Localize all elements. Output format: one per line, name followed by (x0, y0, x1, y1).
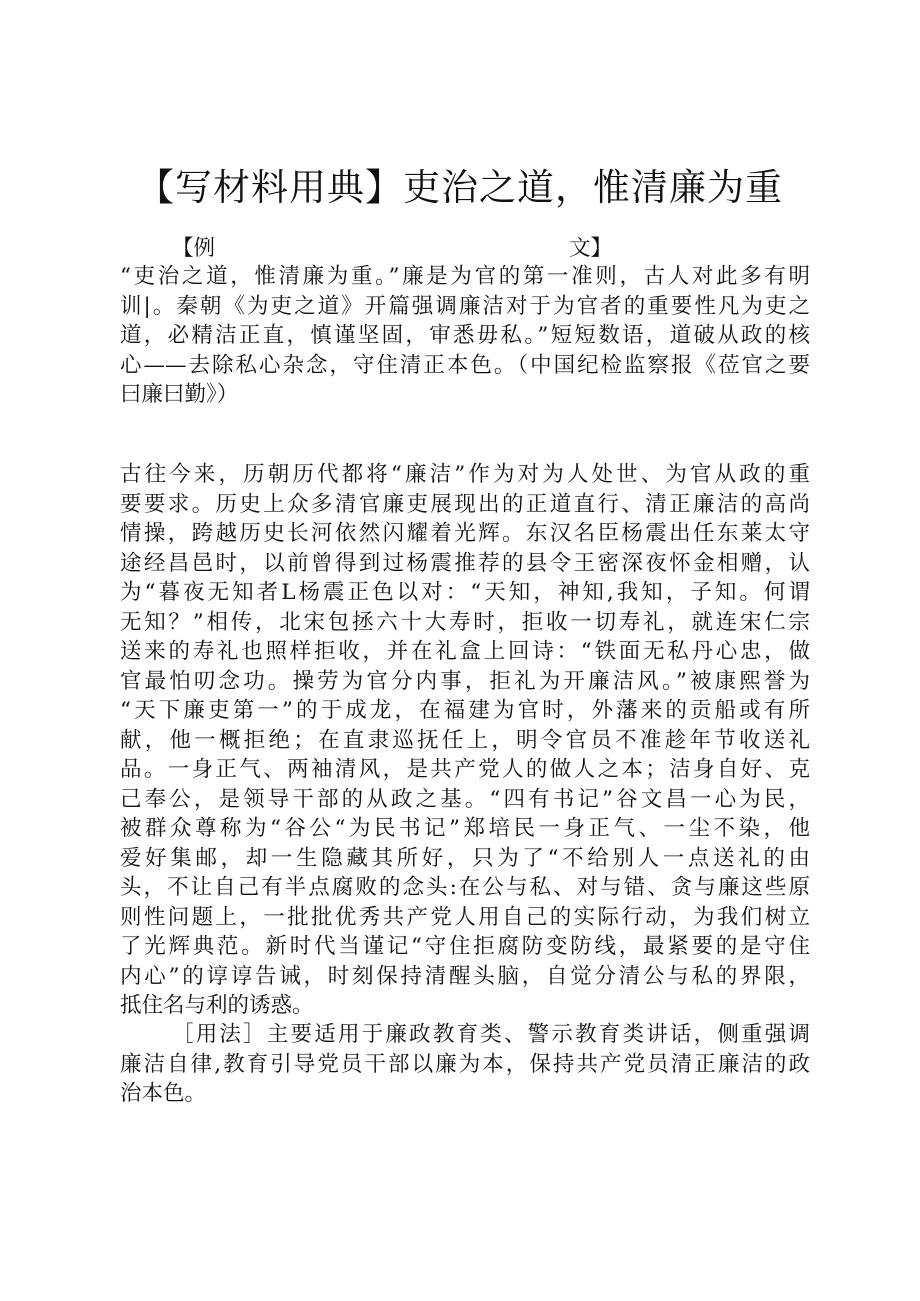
paragraph-line: ［用法］主要适用于廉政教育类、警示教育类讲话，侧重强调 (172, 1022, 810, 1047)
paragraph-line: 情操，跨越历史长河依然闪耀着光辉。东汉名臣杨震出任东莱太守 (120, 521, 810, 546)
paragraph-line: 被群众尊称为“谷公“为民书记”郑培民一身正气、一尘不染，他 (120, 816, 810, 841)
paragraph-line: 治本色。 (120, 1081, 207, 1106)
paragraph-line: 无知？”相传，北宋包拯六十大寿时，拒收一切寿礼，就连宋仁宗 (120, 609, 810, 635)
paragraph-line: 古往今来，历朝历代都将“廉洁”作为对为人处世、为官从政的重 (120, 462, 810, 487)
example-label-right: 文】 (568, 236, 612, 261)
paragraph-line: 心——去除私心杂念，守住清正本色。（中国纪检监察报《莅官之要 (120, 352, 810, 378)
paragraph-line: 献，他一概拒绝；在直隶巡抚任上，明令官员不准趁年节收送礼 (120, 727, 810, 753)
paragraph-line: 则性问题上，一批批优秀共产党人用自己的实际行动，为我们树立 (120, 904, 810, 930)
paragraph-line: 为“暮夜无知者L杨震正色以对：“天知，神知,我知，子知。何谓 (120, 580, 810, 605)
paragraph-line: 途经昌邑时，以前曾得到过杨震推荐的县令王密深夜怀金相赠，认 (120, 550, 810, 576)
paragraph-line: 道，必精洁正直，慎谨坚固，审悉毋私。”短短数语，道破从政的核 (120, 323, 810, 348)
paragraph-line: 要要求。历史上众多清官廉吏展现出的正道直行、清正廉洁的高尚 (120, 491, 810, 517)
paragraph-line: 训|。秦朝《为吏之道》开篇强调廉洁对于为官者的重要性凡为吏之 (120, 293, 810, 319)
paragraph-line: 抵住名与利的诱惑。 (120, 993, 314, 1018)
paragraph-line: 送来的寿礼也照样拒收，并在礼盒上回诗：“铁面无私丹心忠，做 (120, 639, 810, 664)
paragraph-line: 官最怕叨念功。操劳为官分内事，拒礼为开廉洁风。”被康熙誉为 (120, 668, 810, 694)
paragraph-line: “吏治之道，惟清廉为重。”廉是为官的第一准则，古人对此多有明 (120, 264, 810, 289)
paragraph-history (120, 460, 810, 1021)
paragraph-line: 头，不让自己有半点腐败的念头:在公与私、对与错、贪与廉这些原 (120, 875, 810, 900)
document-title: 【写材料用典】吏治之道，惟清廉为重 (137, 166, 783, 209)
paragraph-line: 廉洁自律,教育引导党员干部以廉为本，保持共产党员清正廉洁的政 (120, 1051, 810, 1077)
paragraph-line: 己奉公，是领导干部的从政之基。“四有书记”谷文昌一心为民， (120, 786, 810, 812)
paragraph-quote (120, 262, 810, 410)
paragraph-line: “天下廉吏第一”的于成龙，在福建为官时，外藩来的贡船或有所 (120, 698, 810, 723)
paragraph-line: 了光辉典范。新时代当谨记“守住拒腐防变防线，最紧要的是守住 (120, 934, 810, 959)
example-label (172, 234, 612, 264)
example-label-left: 【例 (172, 236, 216, 261)
paragraph-line: 品。一身正气、两袖清风，是共产党人的做人之本；洁身自好、克 (120, 757, 810, 782)
paragraph-line: 爱好集邮，却一生隐藏其所好，只为了“不给别人一点送礼的由 (120, 845, 810, 871)
paragraph-usage (120, 1020, 810, 1109)
paragraph-line: 内心”的谆谆告诫，时刻保持清醒头脑，自觉分清公与私的界限， (120, 963, 810, 989)
paragraph-line: 曰廉曰勤》） (120, 382, 239, 407)
